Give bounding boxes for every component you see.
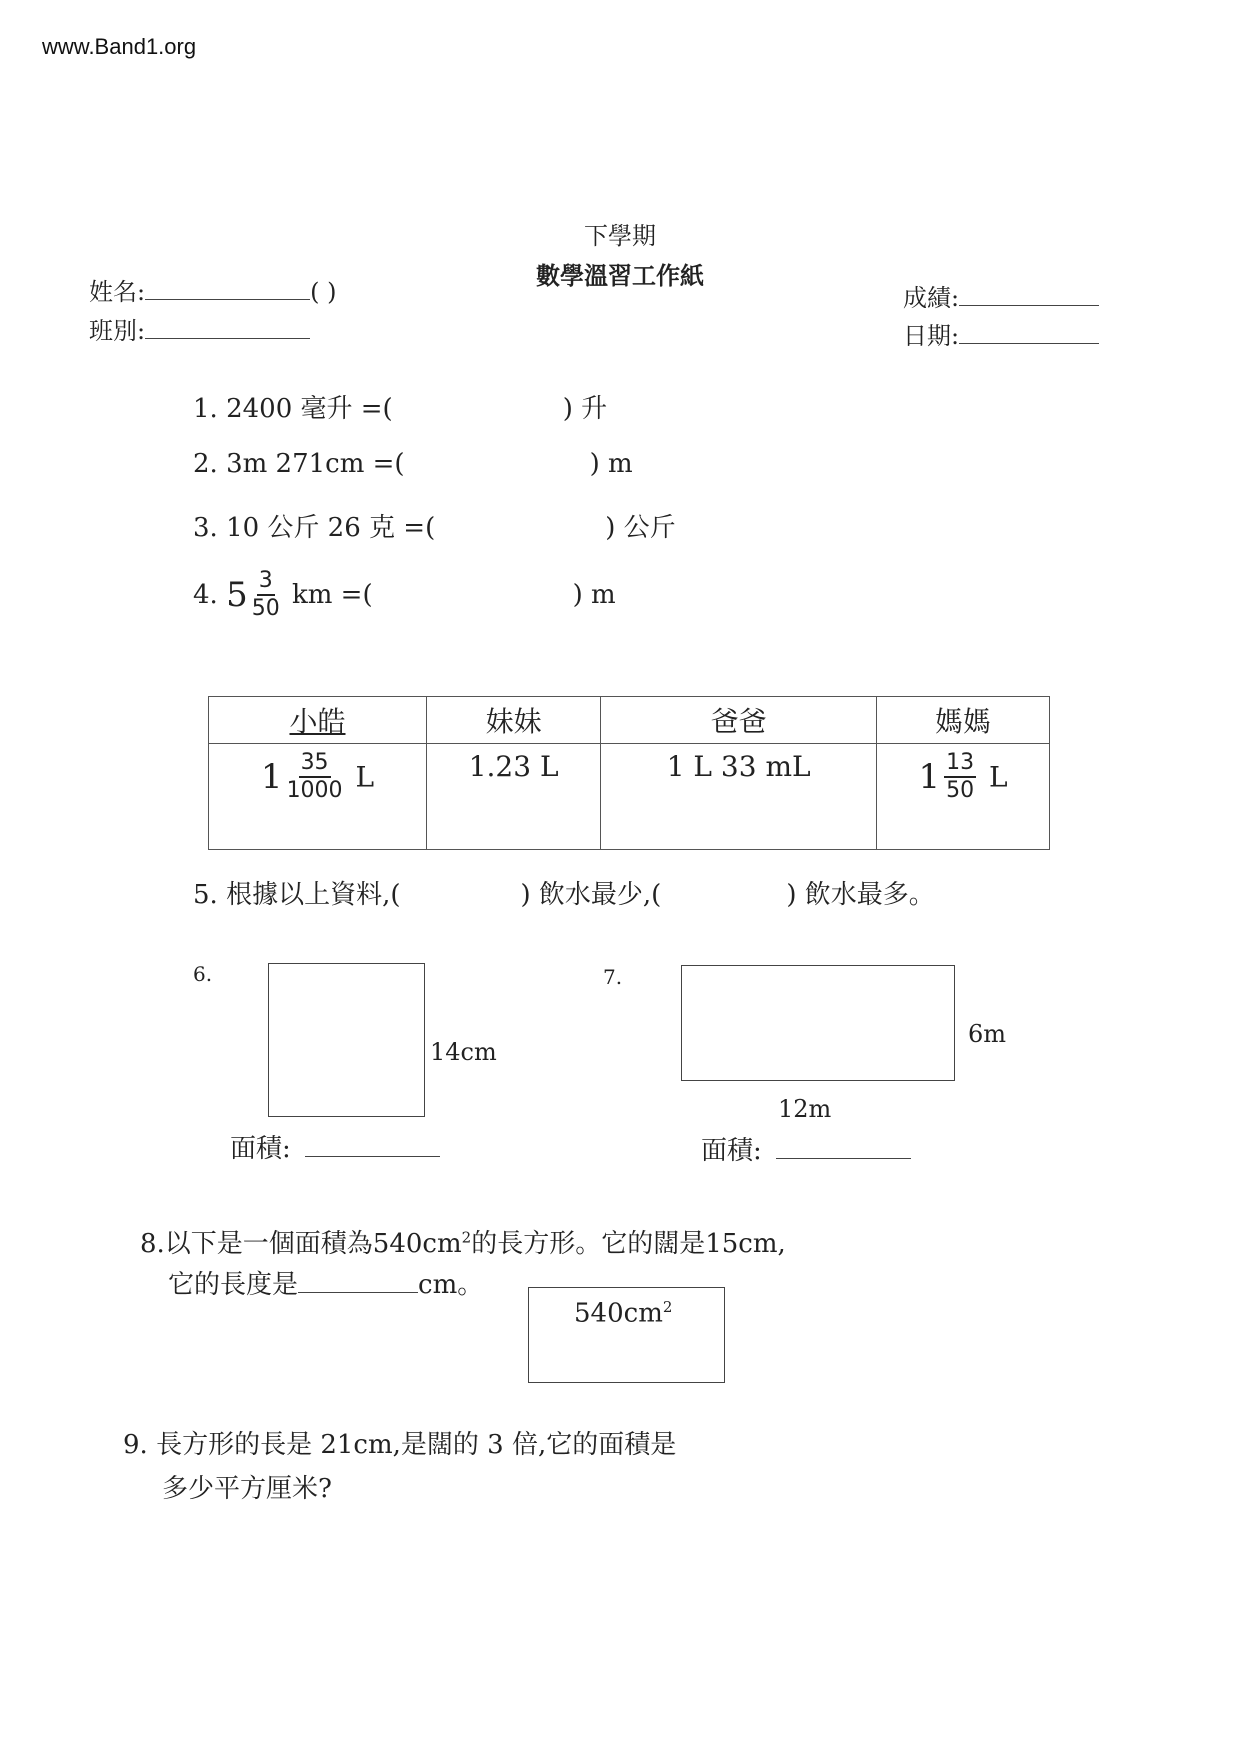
q7-area-label: 面積: bbox=[701, 1136, 762, 1166]
q7-width-label: 12m bbox=[778, 1095, 832, 1123]
question-9-line2: 多少平方厘米? bbox=[162, 1474, 332, 1504]
q3-text: 3. 10 公斤 26 克 =( bbox=[193, 513, 436, 543]
q5-text: 5. 根據以上資料,( bbox=[193, 880, 401, 910]
question-9-line1: 9. 長方形的長是 21cm,是闊的 3 倍,它的面積是 bbox=[123, 1430, 677, 1460]
name-label: 姓名: bbox=[89, 278, 146, 306]
q5-mid: ) 飲水最少,( bbox=[520, 880, 662, 910]
score-field[interactable] bbox=[903, 278, 1099, 313]
q4-number: 4. bbox=[193, 580, 218, 610]
date-label: 日期: bbox=[903, 322, 960, 350]
header-xiaohao: 小皓 bbox=[209, 697, 427, 744]
q4-whole: 5 bbox=[226, 575, 248, 615]
question-4 bbox=[193, 568, 616, 622]
q6-area-label: 面積: bbox=[230, 1134, 291, 1164]
q2-unit: ) m bbox=[589, 449, 633, 479]
q4-denominator: 50 bbox=[251, 596, 280, 621]
q6-side-label: 14cm bbox=[430, 1038, 497, 1066]
question-8-line1: 8.以下是一個面積為$540cm^2$的長方形。它的闊是15cm, bbox=[140, 1228, 786, 1259]
q8-answer-blank[interactable] bbox=[298, 1272, 418, 1293]
q6-area bbox=[230, 1128, 440, 1165]
score-label: 成績: bbox=[903, 284, 960, 312]
q7-number: 7. bbox=[603, 965, 623, 989]
cell-mother: 1 $\frac{13}{50}$ L bbox=[877, 744, 1050, 850]
header-mother: 媽媽 bbox=[877, 697, 1050, 744]
cell-father: 1 L 33 mL bbox=[601, 744, 877, 850]
header-father: 爸爸 bbox=[601, 697, 877, 744]
date-field[interactable] bbox=[903, 316, 1099, 351]
site-watermark: www.Band1.org bbox=[42, 34, 197, 59]
q6-area-blank[interactable] bbox=[305, 1136, 440, 1157]
q8-area-label: $540cm^2$ bbox=[574, 1298, 673, 1329]
question-2 bbox=[193, 449, 633, 479]
q1-unit: ) 升 bbox=[562, 394, 608, 424]
name-field[interactable] bbox=[89, 272, 336, 307]
q4-numerator: 3 bbox=[257, 568, 275, 596]
water-intake-table bbox=[208, 696, 1050, 850]
q2-text: 2. 3m 271cm =( bbox=[193, 449, 405, 479]
q5-suffix: ) 飲水最多。 bbox=[786, 880, 935, 910]
q7-area bbox=[701, 1130, 911, 1167]
q7-area-blank[interactable] bbox=[776, 1138, 911, 1159]
q7-rectangle bbox=[681, 965, 955, 1081]
term-title: 下學期 bbox=[584, 222, 656, 250]
question-5 bbox=[193, 874, 935, 911]
cell-xiaohao: 1 $\frac{35}{1000}$ L bbox=[209, 744, 427, 850]
question-8-line2: 它的長度是 cm。 bbox=[168, 1270, 484, 1300]
question-3 bbox=[193, 507, 676, 544]
q4-text: km =( bbox=[291, 580, 373, 610]
class-label: 班別: bbox=[89, 317, 146, 345]
worksheet-title: 數學溫習工作紙 bbox=[536, 261, 704, 290]
q6-square bbox=[268, 963, 425, 1117]
q6-number: 6. bbox=[193, 962, 213, 986]
q7-height-label: 6m bbox=[968, 1020, 1007, 1048]
q4-fraction bbox=[252, 568, 280, 622]
class-number-paren: ( ) bbox=[310, 278, 337, 306]
question-1 bbox=[193, 388, 607, 425]
q1-text: 1. 2400 毫升 =( bbox=[193, 394, 393, 424]
cell-sister: 1.23 L bbox=[427, 744, 601, 850]
q4-unit: ) m bbox=[572, 580, 616, 610]
header-sister: 妹妹 bbox=[427, 697, 601, 744]
q3-unit: ) 公斤 bbox=[605, 513, 676, 543]
class-field[interactable] bbox=[89, 311, 310, 346]
